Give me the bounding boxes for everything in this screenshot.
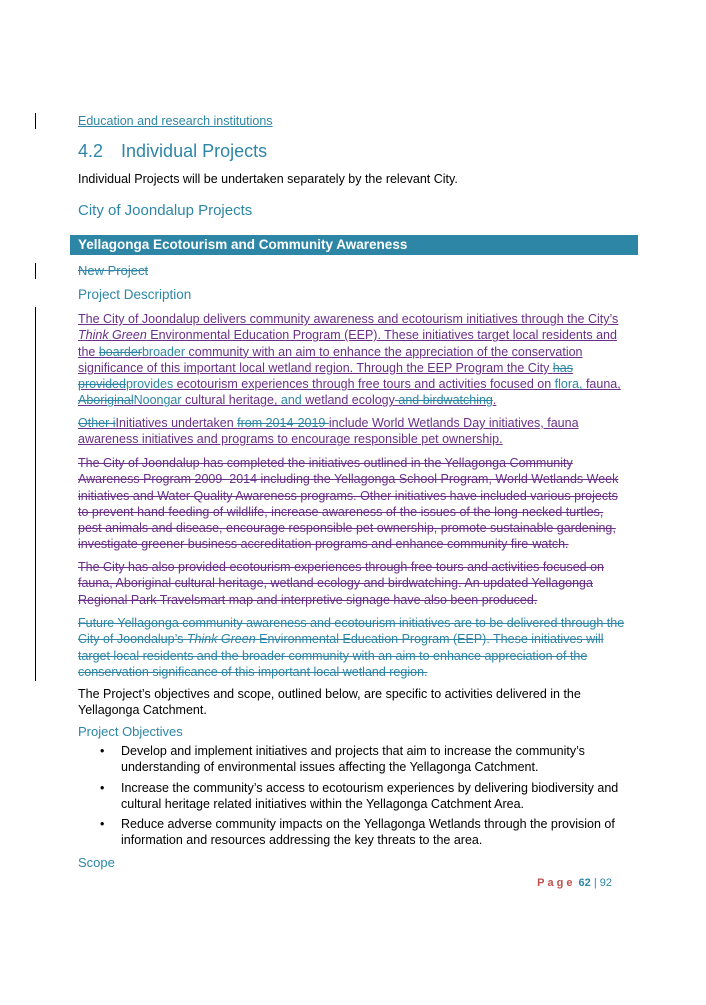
project-description-heading: Project Description xyxy=(78,287,192,302)
new-project-label: New Project xyxy=(78,263,149,278)
bullet-icon: • xyxy=(100,817,105,832)
scope-heading: Scope xyxy=(78,855,115,870)
description-para-1 xyxy=(78,311,626,409)
deleted-text: Aboriginal xyxy=(78,393,134,408)
text-run: ecotourism experiences through free tours and activities focused on xyxy=(173,377,555,392)
text-run: . xyxy=(492,393,497,408)
list-item xyxy=(78,780,626,813)
list-item-text: Increase the community’s access to ecotourism experiences by delivering biodiversity and cultural heritage related initiatives within the Yellagonga Catchment Area. xyxy=(121,780,619,811)
inserted-text: Noongar xyxy=(133,393,182,408)
text-run: The City of Joondalup delivers community awareness and ecotourism initiatives through the City’s xyxy=(78,312,619,326)
deleted-text: from 2014-2019 xyxy=(237,416,329,430)
deleted-text: has provided xyxy=(78,360,573,392)
page-separator: | xyxy=(593,877,597,889)
description-para-4-deleted: The City has also provided ecotourism experiences through free tours and activities focused on fauna, Aboriginal cultural heritage, wetland ecology and birdwatching. An updated Yellagonga Regional Park Travelsmart map and interpretive signage have also been produced. xyxy=(78,560,604,607)
text-run: community with an aim to enhance the appreciation of the conservation significance of this important local wetland region. Through the EEP Program the City xyxy=(78,344,583,375)
bullet-icon: • xyxy=(100,780,105,795)
bullet-icon: • xyxy=(100,744,105,758)
text-run: Environmental Education Program (EEP). These initiatives target local residents and the xyxy=(78,328,617,359)
page-number: 62 xyxy=(578,877,591,889)
description-para-2 xyxy=(78,415,626,448)
project-banner: Yellagonga Ecotourism and Community Awareness xyxy=(70,235,638,255)
description-para-5-deleted xyxy=(78,615,626,680)
text-run: Initiatives undertaken xyxy=(115,416,238,430)
change-bar xyxy=(35,263,36,279)
objectives-heading: Project Objectives xyxy=(78,724,183,739)
text-run: fauna, xyxy=(582,377,621,392)
objectives-list xyxy=(78,743,626,853)
intro-text: Individual Projects will be undertaken separately by the relevant City. xyxy=(78,172,458,186)
scope-intro-text: The Project’s objectives and scope, outlined below, are specific to activities delivered in the Yellagonga Catchment. xyxy=(78,687,581,718)
list-item-text: Reduce adverse community impacts on the Yellagonga Wetlands through the provision of information and resources addressing the key threats to the area. xyxy=(121,817,615,848)
inserted-text: flora, xyxy=(554,377,583,392)
list-item xyxy=(78,743,626,776)
top-link[interactable]: Education and research institutions xyxy=(78,114,273,128)
inserted-text: and xyxy=(280,393,302,408)
section-heading xyxy=(78,141,626,162)
text-run: Future Yellagonga community awareness and ecotourism initiatives are to be delivered through the City of Joondalup’s xyxy=(78,616,625,647)
list-item xyxy=(78,816,626,849)
page-total: 92 xyxy=(599,877,612,889)
section-title: Individual Projects xyxy=(121,141,268,161)
page-footer xyxy=(537,877,612,889)
text-run: include World Wetlands Day initiatives, fauna awareness initiatives and programs to encourage responsible pet ownership. xyxy=(78,416,579,447)
deleted-text: Other i xyxy=(78,416,116,430)
text-run: Think Green xyxy=(186,632,256,647)
city-heading: City of Joondalup Projects xyxy=(78,202,253,219)
text-run: cultural heritage, xyxy=(181,393,281,408)
text-run: Think Green xyxy=(78,328,147,343)
deleted-text: boarder xyxy=(98,344,142,359)
inserted-text: broader xyxy=(141,344,186,359)
section-number: 4.2 xyxy=(78,141,104,161)
change-bar xyxy=(35,307,36,681)
deleted-text: and birdwatching xyxy=(394,393,493,408)
description-para-3-deleted: The City of Joondalup has completed the initiatives outlined in the Yellagonga Community Awareness Program 2009–2014 including the Yellagonga School Program, World Wetlands Week initiatives and Water Quality Awareness programs. Other initiatives have included various projects to prevent hand feeding of wildlife, increase awareness of the issues of the long-necked turtles, pest animals and disease, encourage responsible pet ownership, promote sustainable gardening, investigate greener business accreditation programs and enhance community fire-watch. xyxy=(78,456,619,552)
change-bar xyxy=(35,113,36,129)
list-item-text: Develop and implement initiatives and projects that aim to increase the community’s understanding of environmental issues affecting the Yellagonga Catchment. xyxy=(121,744,585,775)
page-word: Page xyxy=(537,877,576,889)
inserted-text: provides xyxy=(125,377,174,392)
text-run: Environmental Education Program (EEP). These initiatives will target local residents and the broader community with an aim to enhance appreciation of the conservation significance of this important local wetland region. xyxy=(78,632,604,679)
text-run: wetland ecology xyxy=(301,393,395,408)
